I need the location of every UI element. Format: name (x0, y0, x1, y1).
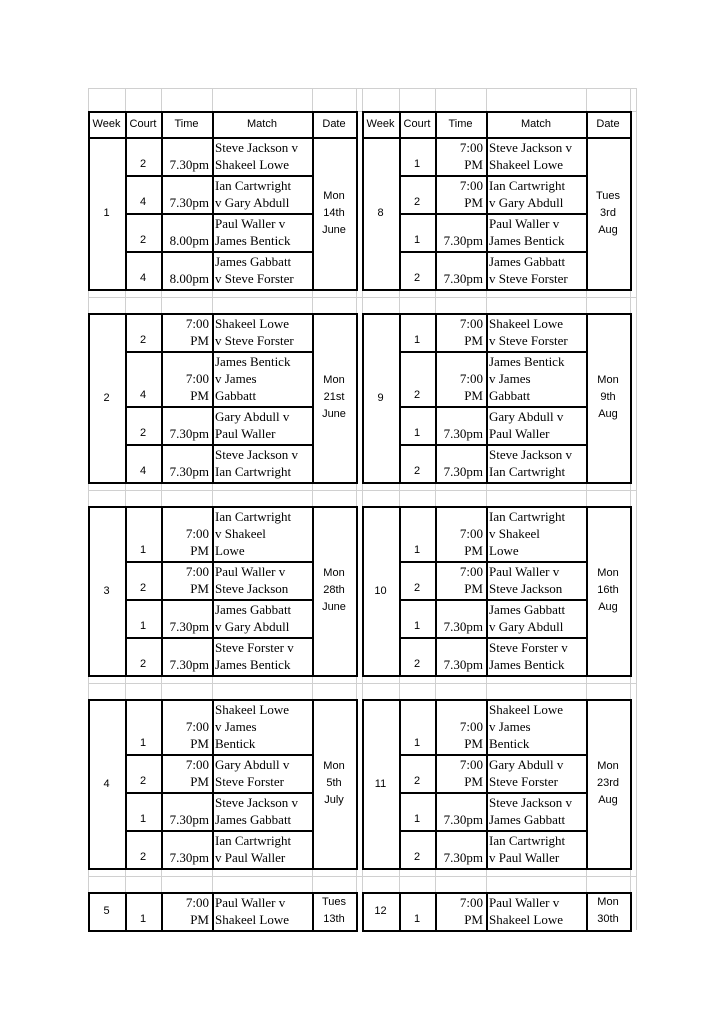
column-border (356, 313, 358, 484)
match-pairing: James Bentick (489, 233, 565, 248)
match-time: 7.30pm (169, 157, 209, 172)
week-number: 3 (103, 584, 110, 597)
column-border (356, 699, 358, 870)
match-time: 7:00 (185, 371, 209, 386)
match-pairing: Paul Waller v (489, 216, 560, 231)
match-pairing: Ian Cartwright (489, 509, 566, 524)
match-date: Mon (323, 760, 345, 772)
match-date: Mon (323, 189, 345, 202)
match-time: PM (190, 333, 209, 348)
block-bottom-border (362, 289, 632, 291)
court-number: 2 (139, 851, 147, 863)
match-time: 7.30pm (443, 657, 483, 672)
court-number: 1 (139, 620, 147, 632)
match-time: 7:00 (459, 526, 483, 541)
court-number: 2 (139, 234, 147, 246)
match-time: 7:00 (459, 719, 483, 734)
match-pairing: Bentick (215, 736, 256, 751)
match-time: 7:00 (185, 895, 209, 910)
header-top-border (362, 111, 632, 113)
match-pairing: v Steve Forster (489, 333, 568, 348)
block-bottom-border (362, 930, 632, 932)
header-date: Date (596, 118, 620, 130)
match-pairing: Ian Cartwright (215, 178, 292, 193)
match-time: 7:00 (459, 895, 483, 910)
gridline (88, 876, 636, 877)
match-pairing: Paul Waller v (215, 216, 286, 231)
match-pairing: Bentick (489, 736, 530, 751)
match-pairing: Paul Waller v (215, 564, 286, 579)
match-date: Aug (598, 223, 618, 236)
match-time: 7.30pm (169, 619, 209, 634)
court-number: 1 (139, 813, 147, 825)
court-number: 1 (413, 544, 421, 556)
column-border (212, 506, 214, 677)
match-time: 7:00 (185, 316, 209, 331)
court-number: 2 (413, 851, 421, 863)
match-date: 14th (323, 206, 345, 219)
match-pairing: Gary Abdull v (215, 757, 290, 772)
match-date: 16th (597, 584, 619, 596)
court-number: 1 (139, 544, 147, 556)
match-time: 7.30pm (443, 812, 483, 827)
match-pairing: Paul Waller v (215, 895, 286, 910)
week-number: 2 (103, 391, 110, 404)
match-time: 7.30pm (443, 464, 483, 479)
match-pairing: v Steve Forster (215, 271, 294, 286)
match-pairing: Steve Jackson v (215, 140, 299, 155)
column-border (630, 506, 632, 677)
column-border (486, 137, 488, 291)
column-border (212, 892, 214, 932)
court-number: 2 (413, 465, 421, 477)
match-pairing: v Steve Forster (215, 333, 294, 348)
match-time: 7:00 (459, 371, 483, 386)
match-time: 7.30pm (169, 464, 209, 479)
match-pairing: Paul Waller v (489, 895, 560, 910)
match-date: July (324, 794, 344, 806)
header-column-border (356, 111, 358, 139)
match-date: 9th (600, 391, 616, 403)
match-pairing: Gary Abdull v (489, 409, 564, 424)
match-pairing: Shakeel Lowe (489, 702, 564, 717)
match-date: 13th (323, 913, 345, 925)
match-pairing: Ian Cartwright (489, 464, 566, 479)
match-date: June (322, 601, 346, 613)
match-date: Mon (323, 374, 345, 386)
match-time: PM (464, 157, 483, 172)
match-pairing: Ian Cartwright (489, 178, 566, 193)
match-pairing: Shakeel Lowe (215, 702, 290, 717)
match-pairing: Shakeel Lowe (215, 316, 290, 331)
column-border (356, 506, 358, 677)
match-pairing: v Steve Forster (489, 271, 568, 286)
match-date: Tues (595, 189, 621, 202)
match-time: PM (190, 543, 209, 558)
court-number: 1 (139, 913, 147, 925)
column-border (212, 137, 214, 291)
week-number: 11 (374, 777, 387, 790)
column-border (630, 699, 632, 870)
match-pairing: Ian Cartwright (489, 833, 566, 848)
match-time: PM (464, 736, 483, 751)
match-pairing: v Gary Abdull (489, 195, 564, 210)
match-pairing: Paul Waller (489, 426, 550, 441)
match-pairing: Steve Jackson v (215, 795, 299, 810)
week-number: 12 (374, 905, 387, 917)
match-time: PM (190, 581, 209, 596)
match-pairing: James Gabbatt (215, 602, 292, 617)
block-bottom-border (88, 289, 358, 291)
match-pairing: Steve Jackson (215, 581, 289, 596)
header-week: Week (92, 118, 121, 130)
match-pairing: James Bentick (489, 354, 565, 369)
match-pairing: Steve Forster v (215, 640, 294, 655)
match-time: 7.30pm (443, 426, 483, 441)
match-time: PM (464, 333, 483, 348)
court-number: 4 (139, 272, 147, 284)
match-pairing: Shakeel Lowe (215, 912, 290, 927)
match-time: 7:00 (459, 178, 483, 193)
gridline (88, 297, 636, 298)
match-pairing: Steve Forster (489, 774, 558, 789)
column-border (212, 699, 214, 870)
match-pairing: Lowe (489, 543, 519, 558)
match-time: PM (190, 736, 209, 751)
match-pairing: Ian Cartwright (215, 509, 292, 524)
court-number: 1 (413, 620, 421, 632)
match-time: 7:00 (185, 719, 209, 734)
match-pairing: v James (215, 719, 257, 734)
match-pairing: James Gabbatt (215, 254, 292, 269)
header-match: Match (247, 118, 277, 130)
match-pairing: Ian Cartwright (215, 833, 292, 848)
match-date: Mon (597, 567, 619, 579)
block-bottom-border (362, 868, 632, 870)
gridline (88, 88, 636, 89)
court-number: 2 (139, 334, 147, 346)
header-week: Week (366, 118, 395, 130)
week-number: 4 (103, 777, 110, 790)
match-pairing: James Gabbatt (489, 812, 566, 827)
court-number: 4 (139, 389, 147, 401)
match-pairing: v James (215, 371, 257, 386)
match-pairing: Steve Jackson (489, 581, 563, 596)
court-number: 2 (413, 389, 421, 401)
match-date: Tues (321, 896, 347, 908)
match-time: 7.30pm (169, 850, 209, 865)
match-date: June (322, 223, 346, 236)
court-number: 2 (139, 158, 147, 170)
gridline (636, 88, 637, 930)
match-pairing: Shakeel Lowe (489, 316, 564, 331)
block-bottom-border (88, 675, 358, 677)
match-pairing: Shakeel Lowe (489, 912, 564, 927)
match-pairing: Lowe (215, 543, 245, 558)
match-pairing: Shakeel Lowe (489, 157, 564, 172)
match-pairing: James Bentick (215, 354, 291, 369)
match-pairing: Steve Jackson v (489, 795, 573, 810)
column-border (486, 699, 488, 870)
court-number: 1 (413, 427, 421, 439)
match-pairing: James Bentick (215, 233, 291, 248)
match-date: 21st (323, 391, 345, 403)
header-time: Time (174, 118, 199, 130)
block-bottom-border (362, 482, 632, 484)
match-time: 7:00 (459, 757, 483, 772)
court-number: 2 (139, 427, 147, 439)
block-bottom-border (362, 675, 632, 677)
court-number: 2 (139, 582, 147, 594)
match-pairing: Gary Abdull v (215, 409, 290, 424)
match-pairing: Shakeel Lowe (215, 157, 290, 172)
match-date: Mon (323, 567, 345, 579)
match-pairing: v Paul Waller (489, 850, 560, 865)
column-border (212, 313, 214, 484)
match-pairing: v James (489, 719, 531, 734)
match-time: PM (464, 388, 483, 403)
match-pairing: v Gary Abdull (215, 195, 290, 210)
match-pairing: v Paul Waller (215, 850, 286, 865)
match-pairing: Steve Forster v (489, 640, 568, 655)
match-pairing: Gabbatt (215, 388, 257, 403)
match-pairing: Ian Cartwright (215, 464, 292, 479)
header-court: Court (129, 118, 157, 130)
column-border (630, 892, 632, 932)
match-time: PM (464, 912, 483, 927)
gridline (88, 490, 636, 491)
match-time: PM (464, 774, 483, 789)
match-time: 7.30pm (169, 195, 209, 210)
block-bottom-border (88, 868, 358, 870)
match-date: Aug (598, 601, 618, 613)
match-pairing: v James (489, 371, 531, 386)
week-number: 8 (377, 207, 384, 219)
block-bottom-border (88, 482, 358, 484)
match-date: Aug (598, 794, 618, 806)
match-pairing: Gabbatt (489, 388, 531, 403)
match-pairing: James Bentick (215, 657, 291, 672)
court-number: 4 (139, 196, 147, 208)
match-time: 7.30pm (443, 271, 483, 286)
match-date: 3rd (600, 206, 616, 219)
match-pairing: Paul Waller (215, 426, 276, 441)
court-number: 2 (413, 272, 421, 284)
court-number: 4 (139, 465, 147, 477)
column-border (630, 137, 632, 291)
court-number: 1 (413, 158, 421, 170)
match-pairing: Gary Abdull v (489, 757, 564, 772)
match-pairing: Paul Waller v (489, 564, 560, 579)
match-pairing: v Shakeel (215, 526, 266, 541)
match-date: 30th (597, 913, 619, 925)
match-time: PM (190, 912, 209, 927)
match-date: 5th (326, 777, 342, 789)
column-border (486, 892, 488, 932)
match-date: Mon (597, 760, 619, 772)
match-pairing: James Gabbatt (215, 812, 292, 827)
match-time: 7.30pm (169, 812, 209, 827)
court-number: 1 (413, 334, 421, 346)
header-match: Match (521, 118, 551, 130)
match-pairing: v Gary Abdull (215, 619, 290, 634)
court-number: 2 (413, 658, 421, 670)
column-border (630, 313, 632, 484)
column-border (356, 137, 358, 291)
match-date: Aug (598, 408, 618, 420)
match-time: PM (464, 543, 483, 558)
court-number: 2 (413, 775, 421, 787)
court-number: 1 (413, 737, 421, 749)
court-number: 2 (139, 775, 147, 787)
gridline (88, 683, 636, 684)
week-number: 10 (374, 584, 387, 597)
court-number: 1 (413, 913, 421, 925)
match-date: June (322, 408, 346, 420)
column-border (486, 506, 488, 677)
match-pairing: Steve Jackson v (215, 447, 299, 462)
match-time: 7:00 (459, 564, 483, 579)
match-time: PM (190, 774, 209, 789)
match-time: 7.30pm (443, 619, 483, 634)
header-court: Court (403, 118, 431, 130)
match-time: 7.30pm (169, 657, 209, 672)
match-pairing: James Bentick (489, 657, 565, 672)
match-time: 8.00pm (169, 271, 209, 286)
match-time: 7:00 (459, 316, 483, 331)
header-time: Time (448, 118, 473, 130)
match-time: 7:00 (185, 757, 209, 772)
match-time: PM (464, 195, 483, 210)
header-column-border (630, 111, 632, 139)
match-time: PM (464, 581, 483, 596)
match-pairing: v Shakeel (489, 526, 540, 541)
match-pairing: Steve Jackson v (489, 140, 573, 155)
match-time: 7.30pm (443, 233, 483, 248)
match-time: 7:00 (185, 564, 209, 579)
match-date: Mon (597, 374, 619, 386)
column-border (356, 892, 358, 932)
court-number: 1 (413, 234, 421, 246)
match-pairing: James Gabbatt (489, 254, 566, 269)
match-time: 8.00pm (169, 233, 209, 248)
header-date: Date (322, 118, 346, 130)
week-number: 1 (103, 207, 110, 219)
match-time: 7.30pm (169, 426, 209, 441)
match-date: 23rd (596, 777, 620, 789)
block-bottom-border (88, 930, 358, 932)
court-number: 2 (413, 582, 421, 594)
match-time: 7:00 (459, 140, 483, 155)
column-border (486, 313, 488, 484)
match-pairing: v Gary Abdull (489, 619, 564, 634)
match-time: 7.30pm (443, 850, 483, 865)
header-top-border (88, 111, 358, 113)
court-number: 2 (139, 658, 147, 670)
match-pairing: Steve Forster (215, 774, 284, 789)
match-date: Mon (597, 896, 619, 908)
match-time: 7:00 (185, 526, 209, 541)
match-time: PM (190, 388, 209, 403)
match-pairing: James Gabbatt (489, 602, 566, 617)
week-number: 5 (103, 905, 110, 917)
court-number: 1 (139, 737, 147, 749)
court-number: 2 (413, 196, 421, 208)
match-date: 28th (323, 584, 345, 596)
match-pairing: Steve Jackson v (489, 447, 573, 462)
court-number: 1 (413, 813, 421, 825)
week-number: 9 (377, 391, 384, 404)
